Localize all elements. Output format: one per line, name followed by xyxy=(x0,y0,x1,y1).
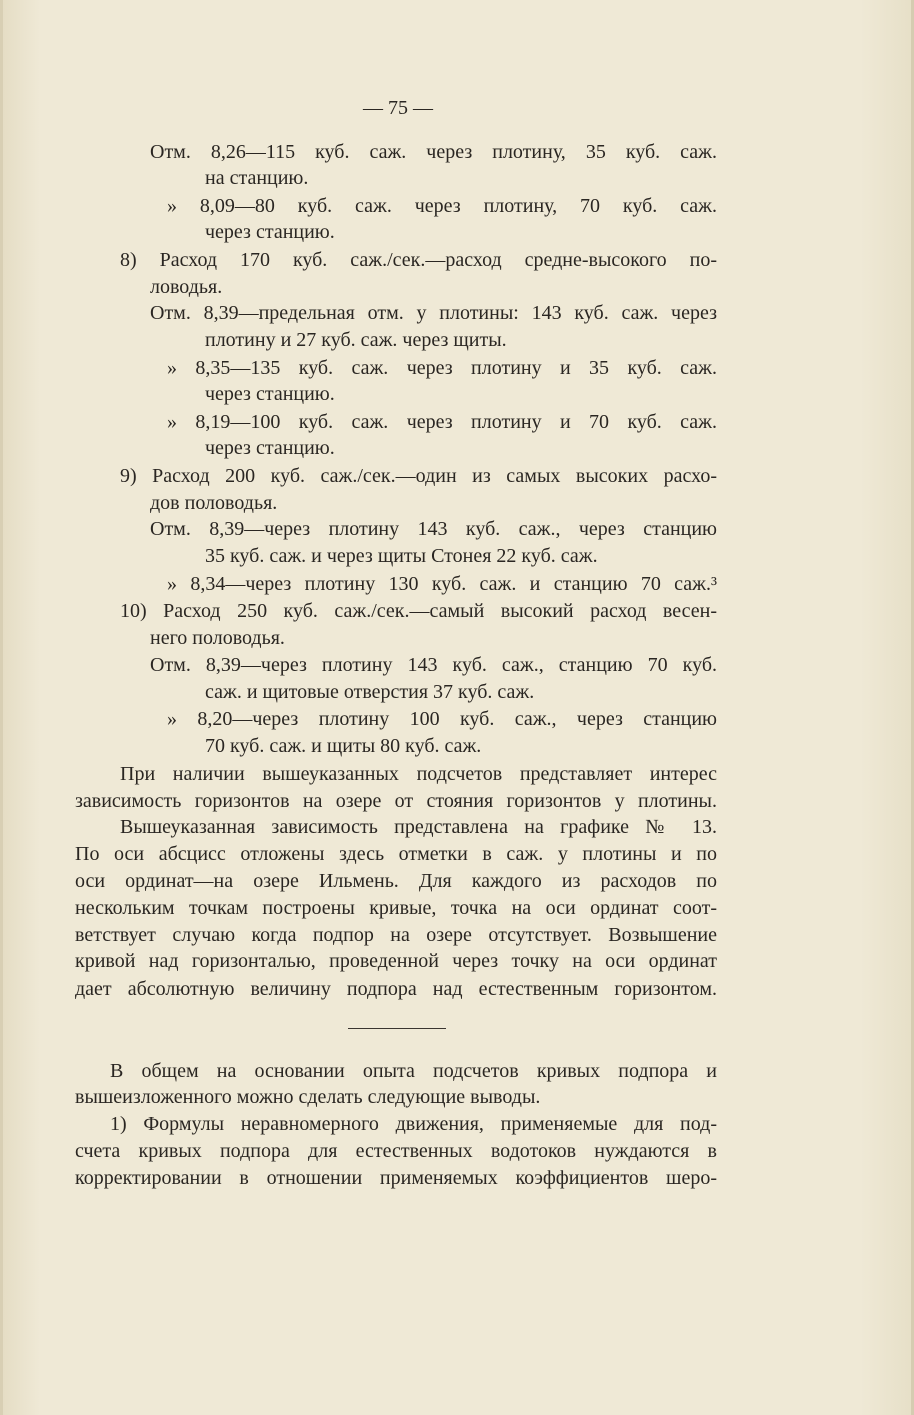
text-line: Вышеуказанная зависимость представлена на графике № 13. xyxy=(120,816,717,838)
page-number: — 75 — xyxy=(363,97,433,119)
text-line: нескольким точкам построены кривые, точка на оси ординат соот- xyxy=(75,897,717,919)
text-line: через станцию. xyxy=(205,383,335,405)
section-divider xyxy=(348,1028,446,1029)
text-line: вышеизложенного можно сделать следующие выводы. xyxy=(75,1086,541,1108)
text-line: корректировании в отношении применяемых коэффициентов шеро- xyxy=(75,1167,717,1189)
text-line: через станцию. xyxy=(205,221,335,243)
text-line: » 8,19—100 куб. саж. через плотину и 70 куб. саж. xyxy=(167,411,717,433)
text-line: Отм. 8,26—115 куб. саж. через плотину, 35 куб. саж. xyxy=(150,141,717,163)
text-line: счета кривых подпора для естественных водотоков нуждаются в xyxy=(75,1140,717,1162)
text-line: плотину и 27 куб. саж. через щиты. xyxy=(205,329,507,351)
text-line: оси ординат—на озере Ильмень. Для каждого из расходов по xyxy=(75,870,717,892)
text-line: » 8,09—80 куб. саж. через плотину, 70 куб. саж. xyxy=(167,195,717,217)
text-line: зависимость горизонтов на озере от стояния горизонтов у плотины. xyxy=(75,790,717,812)
text-line: дов половодья. xyxy=(150,492,278,514)
text-line: 9) Расход 200 куб. саж./сек.—один из самых высоких расхо- xyxy=(120,465,717,487)
text-line: ловодья. xyxy=(150,276,223,298)
text-line: на станцию. xyxy=(205,167,309,189)
text-line: 35 куб. саж. и через щиты Стонея 22 куб. саж. xyxy=(205,545,598,567)
text-line: » 8,35—135 куб. саж. через плотину и 35 куб. саж. xyxy=(167,357,717,379)
text-line: 10) Расход 250 куб. саж./сек.—самый высокий расход весен- xyxy=(120,600,717,622)
page-left-edge xyxy=(0,0,3,1415)
text-line: Отм. 8,39—через плотину 143 куб. саж., станцию 70 куб. xyxy=(150,654,717,676)
text-line: 70 куб. саж. и щиты 80 куб. саж. xyxy=(205,735,482,757)
text-line: При наличии вышеуказанных подсчетов представляет интерес xyxy=(120,763,717,785)
text-line: » 8,20—через плотину 100 куб. саж., через станцию xyxy=(167,708,717,730)
text-line: В общем на основании опыта подсчетов кривых подпора и xyxy=(110,1060,717,1082)
text-line: Отм. 8,39—через плотину 143 куб. саж., через станцию xyxy=(150,518,717,540)
text-line: Отм. 8,39—предельная отм. у плотины: 143 куб. саж. через xyxy=(150,302,717,324)
text-line: ветствует случаю когда подпор на озере отсутствует. Возвышение xyxy=(75,924,717,946)
text-line: кривой над горизонталью, проведенной через точку на оси ординат xyxy=(75,950,717,972)
text-line: » 8,34—через плотину 130 куб. саж. и станцию 70 саж.³ xyxy=(167,573,717,595)
text-line: дает абсолютную величину подпора над естественным горизонтом. xyxy=(75,978,717,1000)
text-line: саж. и щитовые отверстия 37 куб. саж. xyxy=(205,681,535,703)
text-line: через станцию. xyxy=(205,437,335,459)
text-line: По оси абсцисс отложены здесь отметки в саж. у плотины и по xyxy=(75,843,717,865)
text-line: 8) Расход 170 куб. саж./сек.—расход средне-высокого по- xyxy=(120,249,717,271)
text-line: него половодья. xyxy=(150,627,285,649)
text-line: 1) Формулы неравномерного движения, применяемые для под- xyxy=(110,1113,717,1135)
